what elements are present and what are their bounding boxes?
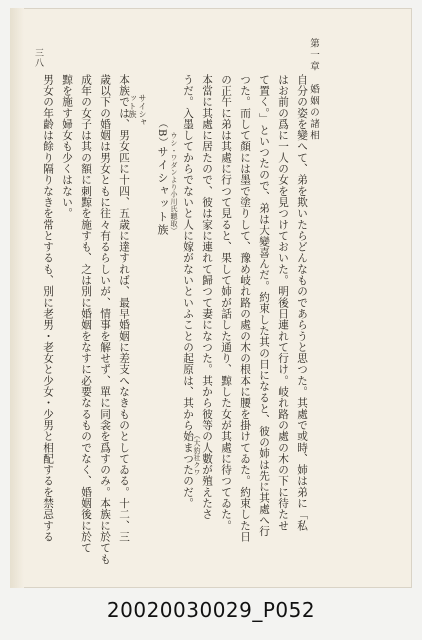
page-number: 三八 — [33, 48, 43, 68]
body-line: 本族では、男女匹に十四、五歳に達すれば、最早婚姻に差支へなきものとしてゐる。十二、三 — [118, 74, 130, 543]
body-line: うだ。入墨してからでないと人に嫁がないといふことの起原は、其から始まつたのだ。 — [182, 74, 194, 509]
inline-note-top: （大豹社クワ — [193, 432, 201, 476]
body-line: 男女の年齡は餘り隔りなきを常とするも、別に老男・老女と少女・少男と相配するを禁忌する — [42, 74, 54, 543]
body-line: はお前の爲に一人の女を見つけておいた。明後日連れて行け。岐れ路の處の木の下に待たせ — [277, 74, 289, 532]
body-line: の正午に弟は其處に行つて見ると、果して姉が話した通り、黥した女が其處に待つてゐた。 — [220, 74, 232, 532]
body-line: 成年の女子は其の額に刺黥を施すも、之は別に婚姻をなすに必要なるものでなく、婚姻後に於て — [80, 74, 92, 554]
body-line: 黥を施す婦女も少くはない。 — [61, 74, 73, 219]
margin-note: ット族 — [128, 94, 137, 118]
section-title: サイシャット族 — [156, 146, 169, 237]
book-page — [10, 8, 412, 588]
chapter-header: 第一章 婚姻の諸相 — [308, 38, 319, 142]
margin-note: サイシャ — [138, 94, 147, 126]
section-label: （B） — [156, 118, 167, 149]
image-caption: 20020030029_P052 — [106, 598, 316, 622]
body-line: て置く。」といつたので、弟は大變喜んだ。約束した其の日になると、彼の姉は先に其處へ行 — [258, 74, 270, 537]
body-line: 歳以下の婚姻は男女ともに往々有るらしいが、情事を解せず、單に同衾を爲すのみ。本族に於ても — [99, 74, 111, 565]
body-line: 自分の姿を變へて、弟を欺いたらどんなものであらうと思つた。其處で或時、姉は弟に「私 — [296, 74, 308, 532]
inline-note-bottom: ウシ・ワダンより小川氏聽取） — [170, 132, 178, 235]
body-line: つた。而して顏には墨で塗りして、豫め岐れ路の處の木の根本に腰を掛けてゐた。約束した日 — [239, 74, 251, 543]
body-line: 本當に其處に居たので、彼は家に連れて歸つて妻になつた。其から彼等の人數が殖えたさ — [201, 74, 213, 520]
